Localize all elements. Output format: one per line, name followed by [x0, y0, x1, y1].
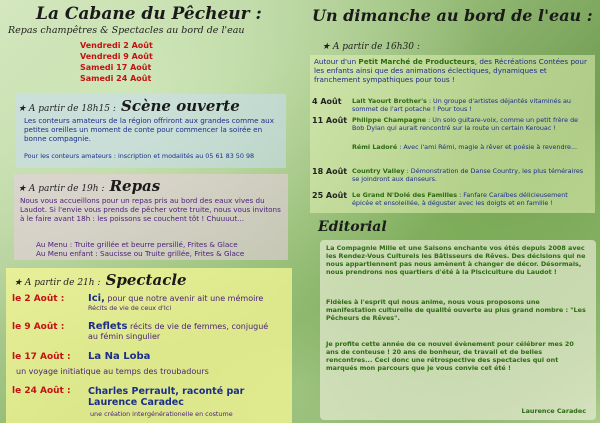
dimanche-intro [314, 57, 590, 84]
spectacle-desc: Récits de vie de ceux d'Ici [88, 304, 172, 312]
spectacle-title: Ici, [88, 293, 105, 304]
editorial-heading: Editorial [318, 219, 387, 235]
repas-heading: Repas [109, 177, 161, 195]
date-3: Samedi 17 Août [80, 63, 152, 72]
event-desc: : Un groupe d'artistes déjantés vitaminés au sommet de l'art potache ! Pour tous ! [352, 97, 571, 113]
date-4: Samedi 24 Août [80, 74, 152, 83]
event-date: 25 Août [312, 191, 348, 200]
event-desc: : Démonstration de Danse Country, les plus téméraires se joindront aux danseurs. [352, 167, 584, 183]
event-desc: : Avec l'ami Rémi, magie à rêver et poésie à revendre... [397, 143, 578, 151]
event-name: Philippe Champagne [352, 116, 427, 124]
date-2: Vendredi 9 Août [80, 52, 153, 61]
spectacle-title-rest: récits de vie de femmes, conjugué [127, 322, 269, 331]
date-1: Vendredi 2 Août [80, 41, 153, 50]
event-row [312, 191, 592, 207]
intro-market: Petit Marché de Producteurs [358, 57, 475, 66]
spectacle-item [12, 352, 288, 377]
event-date: 4 Août [312, 97, 342, 106]
repas-panel [14, 174, 288, 260]
repas-menu-kids: Au Menu enfant : Saucisse ou Truite grillée, Frites & Glace [36, 249, 245, 258]
spectacle-desc: un voyage initiatique au temps des troubadours [16, 367, 209, 376]
right-time: ★ A partir de 16h30 : [322, 42, 420, 52]
repas-text: Nous vous accueillons pour un repas pris au bord des eaux vives du Laudot. Si l'envie vous prends de pêcher votre truite, nous vous invitons à le faire avant 18h : les poissons se couchent tôt ! Chuuuut... [20, 196, 281, 223]
spectacle-desc: au fémin singulier [88, 332, 161, 341]
event-row [312, 97, 592, 113]
intro-c: , des Récréations Contées pour les enfants ainsi que des animations éclectiques, dynamiques et franchement sympathiques pour tous ! [314, 57, 587, 84]
event-date: 11 Août [312, 116, 348, 125]
spectacle-date: le 2 Août : [12, 294, 65, 304]
left-subtitle: Repas champêtres & Spectacles au bord de l'eau [8, 25, 245, 36]
editorial-p3: Je profite cette année de ce nouvel évènement pour célébrer mes 20 ans de conteuse ! 20 ans de bonheur, de travail et de belles rencontres... Ceci donc une rétrospective des spectacles qui ont marqués mon parcours que je vous convie cet été ! [326, 340, 574, 372]
event-row [312, 116, 592, 132]
scene-time: ★ A partir de 18h15 : [18, 104, 116, 114]
spectacle-title: La Na Loba [88, 351, 151, 362]
spectacle-desc: une création intergénérationelle en costume [90, 410, 233, 418]
spectacle-panel [6, 268, 292, 423]
repas-time: ★ A partir de 19h : [18, 184, 105, 194]
spectacle-title: Reflets [88, 321, 128, 332]
scene-heading: Scène ouverte [121, 97, 240, 115]
event-row [312, 167, 592, 183]
editorial-panel [320, 240, 596, 420]
event-name: Rémi Ladoré [352, 143, 398, 151]
intro-a: Autour d'un [314, 57, 359, 66]
spectacle-title: Charles Perrault, raconté par Laurence Caradec [88, 386, 245, 408]
editorial-p1: La Compagnie Mille et une Saisons enchante vos étés depuis 2008 avec les Rendez-Vous Culturels les Bâtisseurs de Rêves. Des décisions qui ne nous appartiennent pas nous amènent à changer de décor. Désormais, nous prendrons nos quartiers d'été à la Pisciculture du Laudot ! [326, 244, 586, 276]
event-desc: : Un solo guitare-voix, comme un petit frère de Bob Dylan qui aurait rencontré sur la route un certain Kerouac ! [352, 116, 579, 132]
spectacle-date: le 24 Août : [12, 386, 71, 396]
event-name: Country Valley [352, 167, 405, 175]
repas-menu: Au Menu : Truite grillée et beurre persillé, Frites & Glace [36, 240, 238, 249]
scene-contact: Pour les conteurs amateurs : inscription et modalités au 05 61 83 50 98 [24, 152, 255, 160]
spectacle-date: le 9 Août : [12, 322, 65, 332]
spectacle-item [12, 294, 288, 312]
spectacle-item [12, 386, 288, 418]
spectacle-item [12, 322, 288, 342]
spectacle-time: ★ A partir de 21h : [14, 278, 101, 288]
event-name: Le Grand N'Dolé des Familles [352, 191, 458, 199]
scene-panel [16, 94, 286, 168]
spectacle-heading: Spectacle [105, 271, 187, 289]
date-list [80, 40, 153, 84]
event-date [312, 143, 352, 151]
dimanche-panel [310, 55, 595, 213]
event-name: Lait Yaourt Brother's [352, 97, 427, 105]
spectacle-title-rest: pour que notre avenir ait une mémoire [104, 294, 264, 303]
spectacle-date: le 17 Août : [12, 352, 71, 362]
right-title: Un dimanche au bord de l'eau : [312, 6, 593, 25]
event-row [312, 143, 592, 151]
scene-text: Les conteurs amateurs de la région offriront aux grandes comme aux petites oreilles un moment de conte pour commencer la soirée en bonne compagnie. [24, 116, 274, 143]
event-date: 18 Août [312, 167, 348, 176]
left-title: La Cabane du Pêcheur : [36, 4, 262, 24]
editorial-p2: Fidèles à l'esprit qui nous anime, nous vous proposons une manifestation culturelle de qualité ouverte au plus grand nombre : "Les Pêcheurs de Rêves". [326, 298, 586, 322]
editorial-signature: Laurence Caradec [521, 407, 586, 415]
event-desc: : Fanfare Caraïbes délicieusement épicée et ensoleillée, à déguster avec les doigts et en famille ! [352, 191, 568, 207]
